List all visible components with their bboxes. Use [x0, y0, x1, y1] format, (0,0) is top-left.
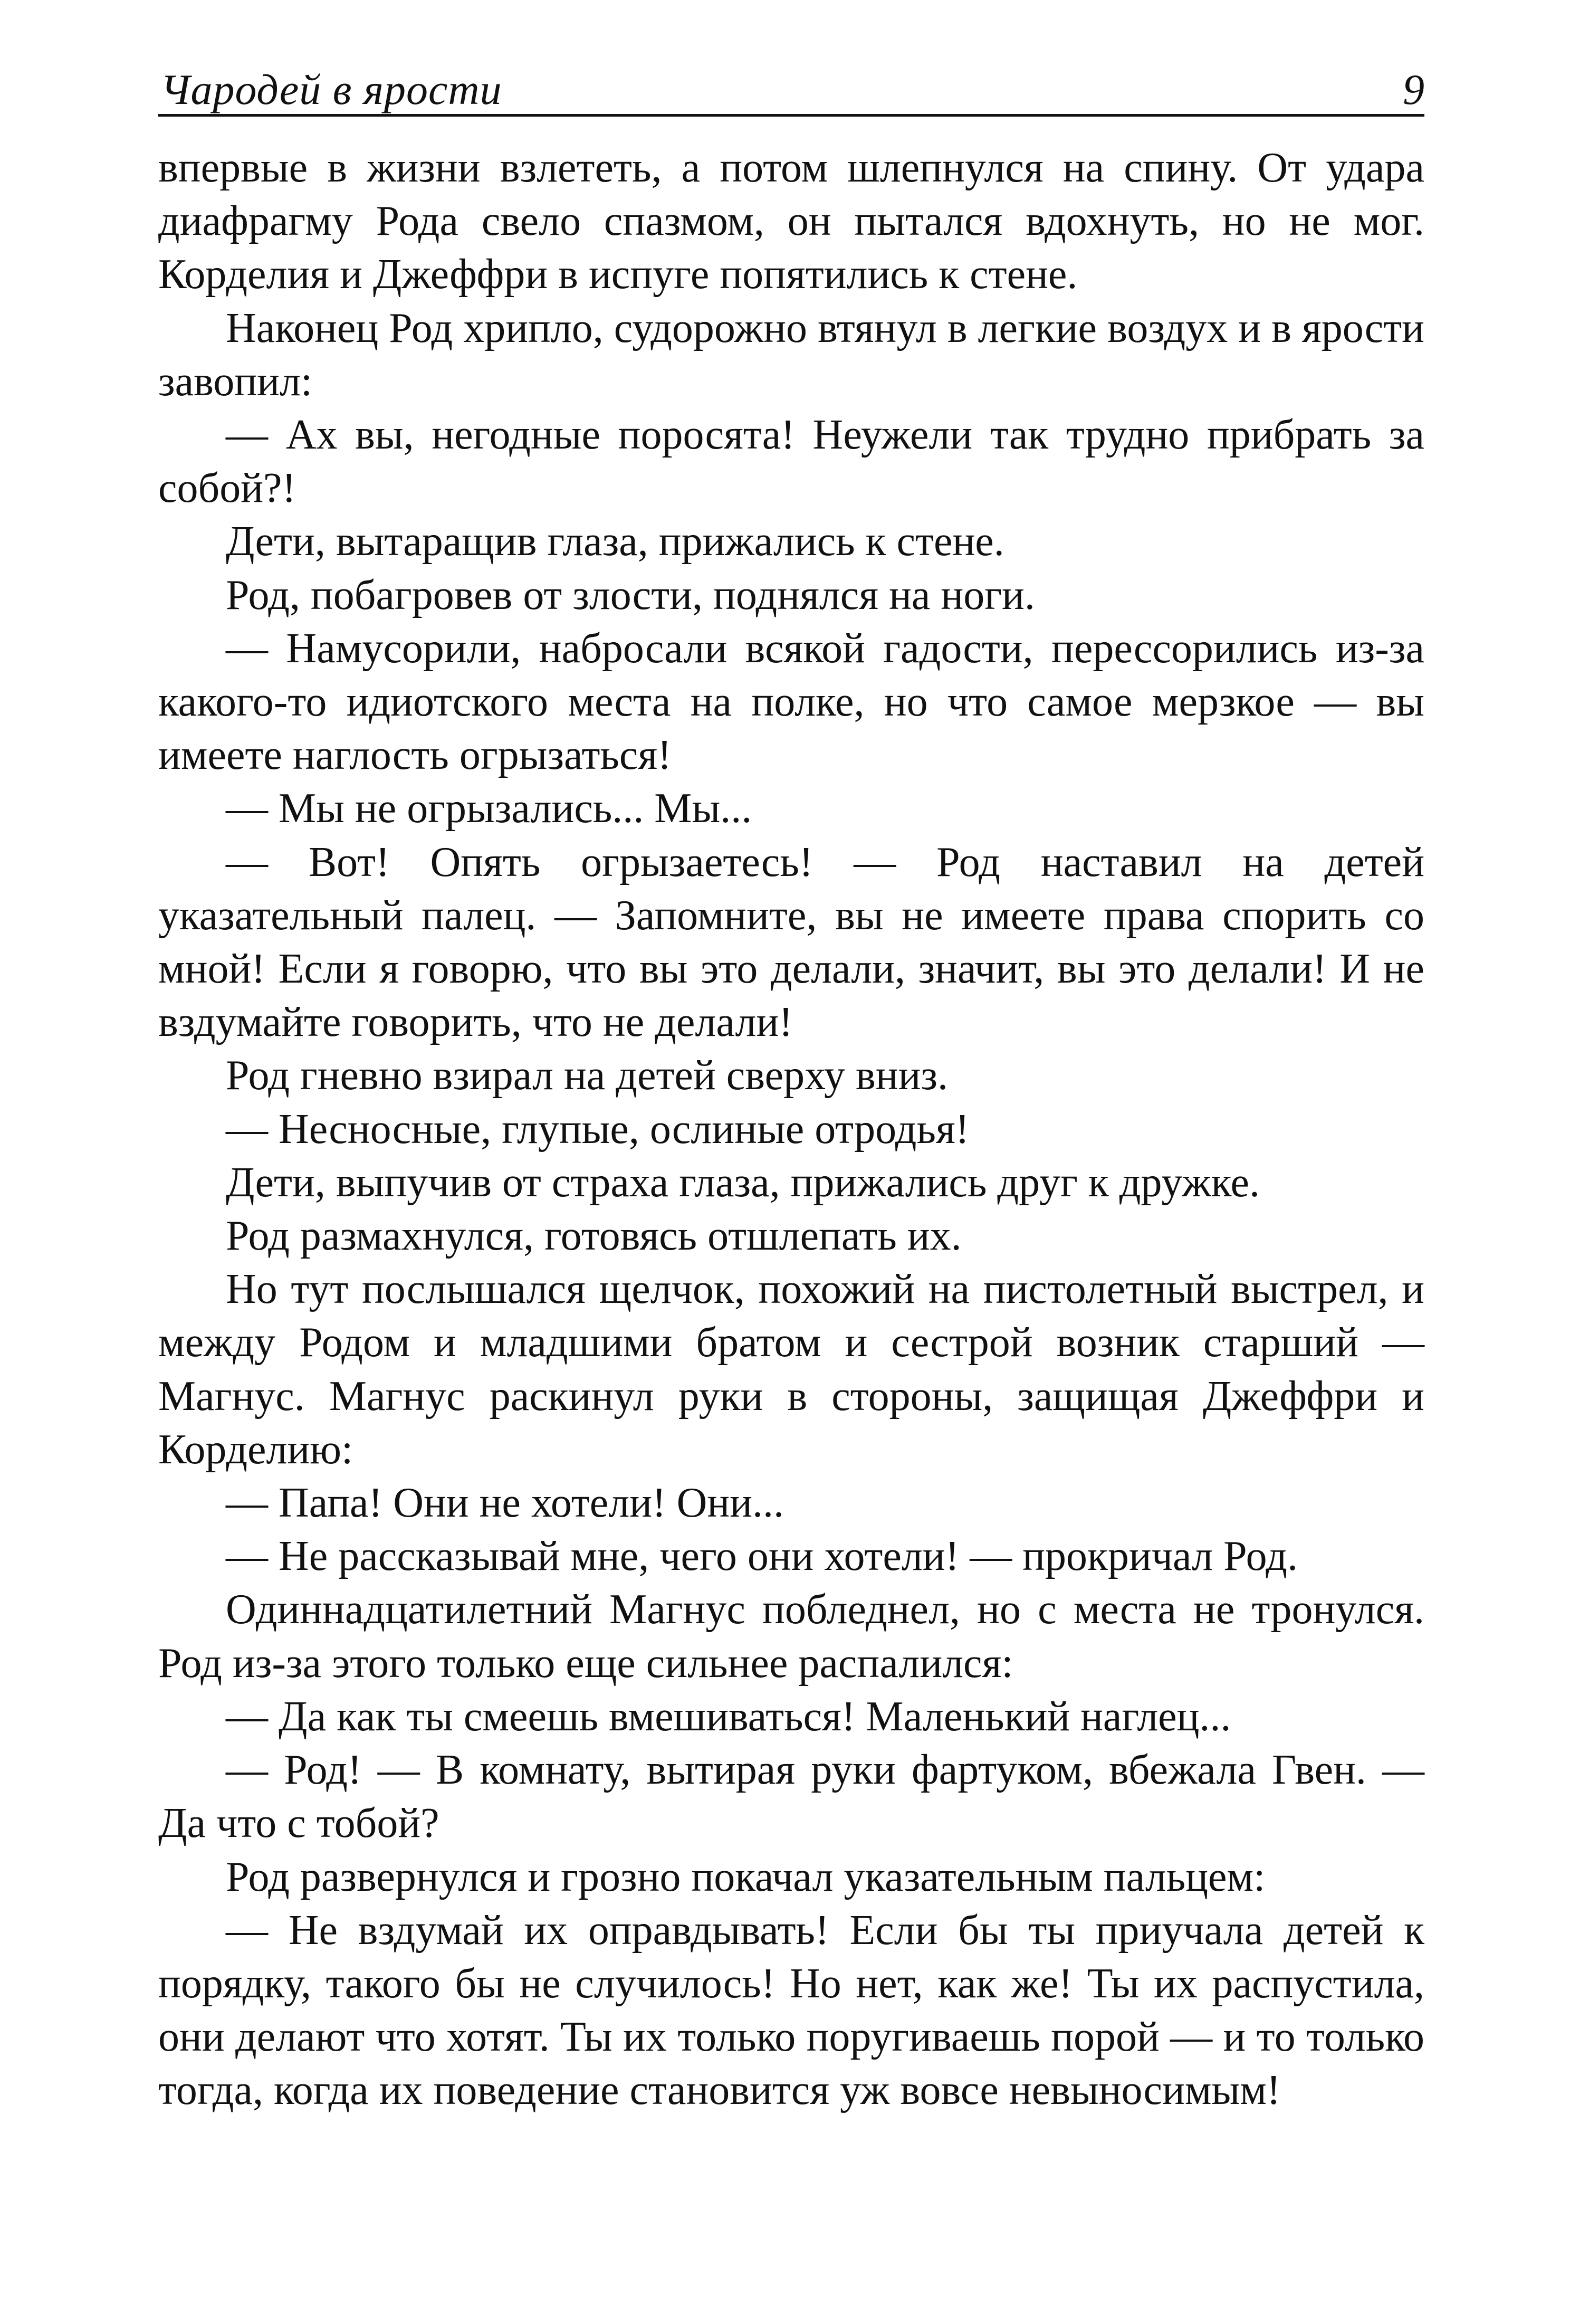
paragraph: Дети, выпучив от страха глаза, прижались друг к дружке. [226, 1159, 1260, 1206]
dialogue-line: — Не рассказывай мне, чего они хотели! — прокричал Род. [226, 1533, 1298, 1580]
running-head [158, 63, 1424, 121]
page-number: 9 [1403, 65, 1424, 113]
dialogue-line: — Папа! Они не хотели! Они... [226, 1480, 784, 1527]
header-rule [158, 114, 1424, 117]
paragraph: Род гневно взирал на детей сверху вниз. [226, 1052, 949, 1099]
dialogue-line: — Намусорили, набросали всякой гадости, перессорились из-за какого-то идиотского места на полке, но что самое мерзкое — вы имеете наглость огрызаться! [158, 625, 1424, 779]
dialogue-line: — Да как ты смеешь вмешиваться! Маленький наглец... [226, 1693, 1231, 1740]
paragraph: Род развернулся и грозно покачал указательным пальцем: [226, 1853, 1266, 1900]
paragraph: впервые в жизни взлететь, а потом шлепнулся на спину. От удара диафрагму Рода свело спазмом, он пытался вдохнуть, но не мог. Корделия и Джеффри в испуге попятились к стене. [158, 145, 1424, 298]
paragraph: Род, побагровев от злости, поднялся на ноги. [226, 572, 1035, 618]
paragraph: Род размахнулся, готовясь отшлепать их. [226, 1213, 962, 1260]
running-head-title: Чародей в ярости [160, 65, 502, 113]
paragraph: Наконец Род хрипло, судорожно втянул в легкие воздух и в ярости завопил: [158, 304, 1424, 405]
dialogue-line: — Вот! Опять огрызаетесь! — Род наставил на детей указательный палец. — Запомните, вы не имеете права спорить со мной! Если я говорю, что вы это делали, значит, вы это делали! И не вздумайте говорить, что не делали! [158, 839, 1424, 1046]
dialogue-line: — Мы не огрызались... Мы... [226, 785, 752, 832]
dialogue-line: — Ах вы, негодные поросята! Неужели так трудно прибрать за собой?! [158, 412, 1424, 512]
body-text [158, 141, 1424, 2118]
paragraph: Дети, вытаращив глаза, прижались к стене. [226, 518, 1004, 565]
paragraph: Но тут послышался щелчок, похожий на пистолетный выстрел, и между Родом и младшими братом и сестрой возник старший — Магнус. Магнус раскинул руки в стороны, защищая Джеффри и Корделию: [158, 1266, 1424, 1473]
dialogue-line: — Род! — В комнату, вытирая руки фартуком, вбежала Гвен. — Да что с тобой? [158, 1747, 1424, 1847]
paragraph: Одиннадцатилетний Магнус побледнел, но с места не тронулся. Род из-за этого только еще сильнее распалился: [158, 1586, 1424, 1687]
dialogue-line: — Не вздумай их оправдывать! Если бы ты приучала детей к порядку, такого бы не случилось! Но нет, как же! Ты их распустила, они делают что хотят. Ты их только поругиваешь порой — и то только тогда, когда их поведение становится уж вовсе невыносимым! [158, 1907, 1424, 2114]
dialogue-line: — Несносные, глупые, ослиные отродья! [226, 1106, 970, 1153]
